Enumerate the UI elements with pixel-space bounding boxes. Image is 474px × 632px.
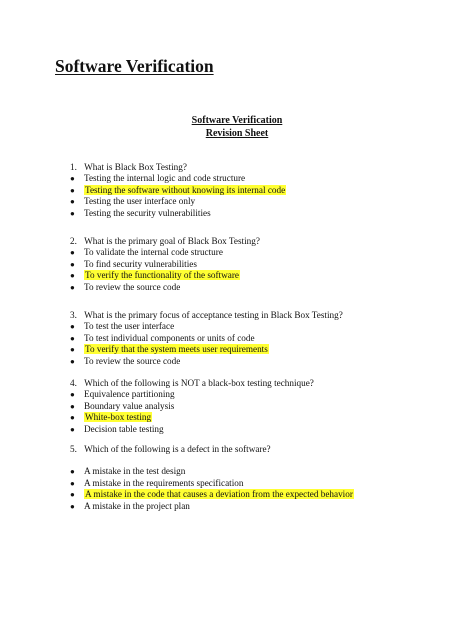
bullet-icon: ●: [70, 197, 75, 206]
option-text: To find security vulnerabilities: [84, 258, 197, 269]
option-text-highlighted: To verify the functionality of the software: [85, 270, 239, 280]
option-item: [70, 344, 269, 356]
option-text: To validate the internal code structure: [84, 247, 223, 257]
bullet-icon: ●: [70, 248, 75, 257]
question-text: What is the primary goal of Black Box Testing?: [84, 236, 260, 246]
option-text: Testing the security vulnerabilities: [84, 207, 211, 218]
option-text: A mistake in the requirements specification: [84, 477, 244, 488]
bullet-icon: ●: [70, 282, 75, 292]
question-number: 4.: [70, 378, 77, 388]
option-item: [70, 501, 354, 513]
option-item: [70, 185, 286, 197]
sheet-subtitle: Revision Sheet: [205, 128, 269, 139]
question-4: [70, 377, 314, 389]
option-text: Decision table testing: [84, 423, 164, 434]
option-item: [70, 173, 286, 185]
bullet-icon: ●: [70, 259, 75, 269]
question-number: 1.: [70, 162, 77, 172]
bullet-icon: ●: [70, 424, 75, 434]
option-text: Testing the internal logic and code structure: [84, 173, 246, 183]
option-item: [70, 356, 269, 368]
bullet-icon: ●: [70, 208, 75, 218]
option-text: A mistake in the project plan: [84, 500, 190, 511]
question-number: 3.: [70, 310, 77, 320]
option-item: [70, 401, 175, 413]
option-item: [70, 466, 354, 478]
option-item: [70, 489, 354, 501]
option-text-highlighted: To verify that the system meets user requirements: [85, 344, 268, 354]
option-item: [70, 412, 175, 424]
question-1-options: [70, 173, 286, 219]
question-5-options: [70, 466, 354, 512]
bullet-icon: ●: [70, 413, 75, 422]
page-title: Software Verification: [55, 56, 214, 76]
option-item: [70, 247, 240, 259]
option-item: [70, 259, 240, 271]
bullet-icon: ●: [70, 401, 75, 411]
option-text: Boundary value analysis: [84, 400, 175, 411]
option-item: [70, 424, 175, 436]
bullet-icon: ●: [70, 174, 75, 183]
option-text-highlighted: A mistake in the code that causes a deviation from the expected behavior: [85, 489, 353, 499]
option-text: A mistake in the test design: [84, 466, 186, 476]
question-text: Which of the following is NOT a black-box testing technique?: [84, 378, 314, 388]
question-4-options: [70, 389, 175, 435]
option-text: To test individual components or units of code: [84, 332, 255, 343]
bullet-icon: ●: [70, 390, 75, 399]
bullet-icon: ●: [70, 356, 75, 366]
option-text-highlighted: White-box testing: [85, 412, 152, 422]
question-text: Which of the following is a defect in the software?: [84, 444, 271, 454]
question-number: 5.: [70, 444, 77, 454]
question-3: [70, 309, 343, 321]
question-3-options: [70, 321, 269, 367]
bullet-icon: ●: [70, 185, 75, 195]
question-text: What is Black Box Testing?: [84, 162, 187, 172]
bullet-icon: ●: [70, 345, 75, 354]
bullet-icon: ●: [70, 322, 75, 331]
option-text: Testing the user interface only: [84, 196, 196, 206]
option-text: Equivalence partitioning: [84, 389, 175, 399]
bullet-icon: ●: [70, 478, 75, 488]
option-item: [70, 389, 175, 401]
option-item: [70, 208, 286, 220]
option-text: To test the user interface: [84, 321, 175, 331]
bullet-icon: ●: [70, 271, 75, 280]
question-2-options: [70, 247, 240, 293]
option-item: [70, 321, 269, 333]
question-5: [70, 443, 271, 455]
option-item: [70, 196, 286, 208]
bullet-icon: ●: [70, 501, 75, 511]
bullet-icon: ●: [70, 490, 75, 499]
option-text: To review the source code: [84, 281, 181, 292]
bullet-icon: ●: [70, 333, 75, 343]
question-2: [70, 235, 260, 247]
question-1: [70, 161, 187, 173]
option-item: [70, 282, 240, 294]
bullet-icon: ●: [70, 467, 75, 476]
question-text: What is the primary focus of acceptance testing in Black Box Testing?: [84, 310, 343, 320]
option-item: [70, 333, 269, 345]
option-text-highlighted: Testing the software without knowing its internal code: [85, 184, 286, 195]
question-number: 2.: [70, 236, 77, 246]
option-item: [70, 478, 354, 490]
option-text: To review the source code: [84, 355, 181, 366]
option-item: [70, 270, 240, 282]
sheet-title: Software Verification: [191, 115, 283, 126]
